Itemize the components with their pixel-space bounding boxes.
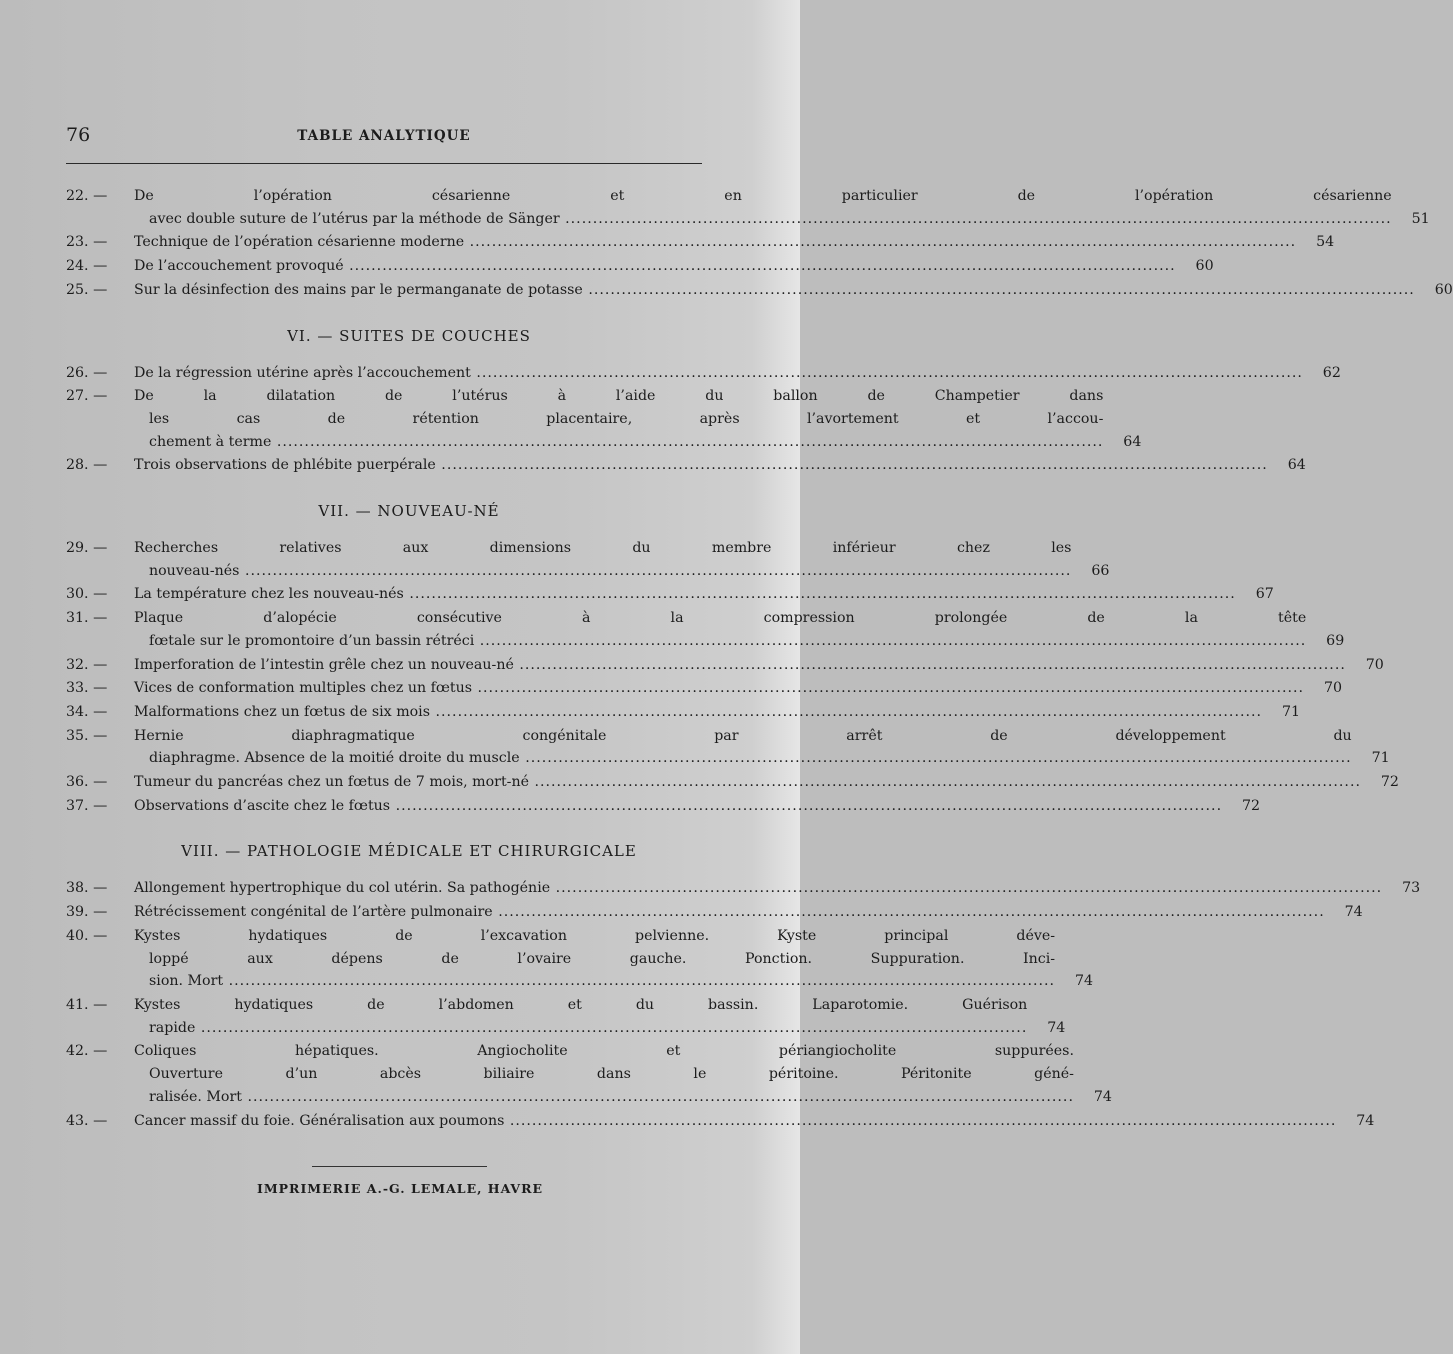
entry-text xyxy=(134,607,1344,652)
entry-number: 26. — xyxy=(66,364,108,381)
entry-line: Vices de conformation multiples chez un fœtus ..... xyxy=(134,677,1304,700)
entry-text xyxy=(134,385,1141,453)
entry-page-number: 73 xyxy=(1402,880,1421,897)
entry-line: Ouverture d’un abcès biliaire dans le péritoine. Péritonite géné- xyxy=(149,1066,1074,1083)
entry-line: rapide ..... xyxy=(134,1017,1027,1040)
section-title: VI. — SUITES DE COUCHES xyxy=(287,326,531,345)
entry-number: 34. — xyxy=(66,703,108,720)
page-header xyxy=(66,124,702,150)
entry-line: Recherches relatives aux dimensions du membre inférieur chez les xyxy=(134,540,1072,557)
toc-entry xyxy=(66,185,1430,230)
entry-line: Kystes hydatiques de l’abdomen et du bassin. Laparotomie. Guérison xyxy=(134,996,1028,1013)
bottom-rule xyxy=(312,1166,487,1167)
toc-entry xyxy=(66,1040,1112,1108)
entry-number: 38. — xyxy=(66,880,108,897)
entry-text xyxy=(134,771,1399,794)
entry-number: 43. — xyxy=(66,1112,108,1129)
entry-page-number: 66 xyxy=(1091,562,1110,579)
entry-text xyxy=(134,583,1274,606)
entry-number: 23. — xyxy=(66,234,108,251)
toc-entry xyxy=(66,1110,1375,1133)
entry-page-number: 51 xyxy=(1411,210,1430,227)
page-number: 76 xyxy=(66,124,91,146)
entry-line: Observations d’ascite chez le fœtus ..... xyxy=(134,795,1222,818)
entry-page-number: 70 xyxy=(1323,680,1342,697)
entry-page-number: 64 xyxy=(1123,433,1142,450)
toc-entry xyxy=(66,385,1142,453)
entry-text xyxy=(134,537,1109,582)
entry-text xyxy=(134,795,1260,818)
entry-line: sion. Mort ..... xyxy=(134,970,1055,993)
section-title: VIII. — PATHOLOGIE MÉDICALE ET CHIRURGICALE xyxy=(181,842,637,861)
entry-number: 42. — xyxy=(66,1043,108,1060)
entry-page-number: 74 xyxy=(1075,973,1094,990)
entry-text xyxy=(134,925,1093,993)
printer-imprint: IMPRIMERIE A.-G. LEMALE, HAVRE xyxy=(256,1181,544,1196)
toc-entry xyxy=(66,279,1453,302)
entry-number: 39. — xyxy=(66,904,108,921)
entry-page-number: 64 xyxy=(1287,457,1306,474)
entry-number: 29. — xyxy=(66,540,108,557)
entry-line: De la dilatation de l’utérus à l’aide du ballon de Champetier dans xyxy=(134,388,1104,405)
entry-line: Technique de l’opération césarienne moderne ..... xyxy=(134,231,1296,254)
entry-line: Malformations chez un fœtus de six mois ..... xyxy=(134,701,1262,724)
entry-line: La température chez les nouveau-nés ..... xyxy=(134,583,1236,606)
entry-number: 28. — xyxy=(66,457,108,474)
entry-page-number: 62 xyxy=(1322,364,1341,381)
entry-line: Kystes hydatiques de l’excavation pelvienne. Kyste principal déve- xyxy=(134,927,1056,944)
toc-entry xyxy=(66,795,1261,818)
toc-entry xyxy=(66,654,1384,677)
entry-page-number: 74 xyxy=(1047,1019,1066,1036)
entry-text xyxy=(134,362,1341,385)
entry-line: diaphragme. Absence de la moitié droite du muscle ..... xyxy=(134,747,1352,770)
entry-line: Coliques hépatiques. Angiocholite et périangiocholite suppurées. xyxy=(134,1043,1074,1060)
toc-entry xyxy=(66,771,1399,794)
entry-page-number: 74 xyxy=(1356,1112,1375,1129)
entry-line: ralisée. Mort ..... xyxy=(134,1086,1074,1109)
toc-entry xyxy=(66,925,1094,993)
entry-text xyxy=(134,877,1420,900)
toc-entry xyxy=(66,901,1363,924)
entry-line: De l’accouchement provoqué ..... xyxy=(134,255,1176,278)
entry-line: les cas de rétention placentaire, après l’avortement et l’accou- xyxy=(149,410,1104,427)
entry-line: nouveau-nés ..... xyxy=(134,560,1071,583)
entry-text xyxy=(134,1040,1112,1108)
entry-line: Allongement hypertrophique du col utérin. Sa pathogénie ..... xyxy=(134,877,1382,900)
entry-line: loppé aux dépens de l’ovaire gauche. Ponction. Suppuration. Inci- xyxy=(149,950,1056,967)
entry-page-number: 70 xyxy=(1365,656,1384,673)
entry-line: Trois observations de phlébite puerpérale ..... xyxy=(134,454,1268,477)
toc-entry xyxy=(66,607,1345,652)
entry-number: 25. — xyxy=(66,281,108,298)
entry-number: 35. — xyxy=(66,727,108,744)
section-title: VII. — NOUVEAU-NÉ xyxy=(318,502,500,521)
entry-number: 27. — xyxy=(66,388,108,405)
entry-text xyxy=(134,279,1453,302)
entry-page-number: 67 xyxy=(1255,586,1274,603)
entry-page-number: 72 xyxy=(1380,774,1399,791)
entry-number: 36. — xyxy=(66,774,108,791)
toc-entry xyxy=(66,537,1110,582)
entry-number: 32. — xyxy=(66,656,108,673)
toc-entry xyxy=(66,231,1335,254)
entry-text xyxy=(134,901,1363,924)
entry-number: 22. — xyxy=(66,188,108,204)
entry-number: 40. — xyxy=(66,927,108,944)
entry-line: Plaque d’alopécie consécutive à la compression prolongée de la tête xyxy=(134,610,1307,627)
entry-line: fœtale sur le promontoire d’un bassin rétréci ..... xyxy=(134,630,1306,653)
table-of-contents xyxy=(66,185,1453,1132)
entry-page-number: 60 xyxy=(1195,258,1214,275)
toc-entry xyxy=(66,362,1341,385)
entry-text xyxy=(134,654,1384,677)
entry-page-number: 54 xyxy=(1316,234,1335,251)
entry-line: chement à terme ..... xyxy=(134,431,1103,454)
toc-entry xyxy=(66,583,1274,606)
entry-number: 37. — xyxy=(66,797,108,814)
entry-text xyxy=(134,1110,1374,1133)
entry-text xyxy=(134,701,1300,724)
entry-text xyxy=(134,454,1306,477)
entry-line: De la régression utérine après l’accouchement ..... xyxy=(134,362,1303,385)
entry-line: Rétrécissement congénital de l’artère pulmonaire ..... xyxy=(134,901,1325,924)
entry-line: Imperforation de l’intestin grêle chez un nouveau-né ..... xyxy=(134,654,1346,677)
toc-entry xyxy=(66,255,1214,278)
entry-page-number: 72 xyxy=(1242,797,1261,814)
entry-page-number: 74 xyxy=(1344,904,1363,921)
entry-text xyxy=(134,725,1390,770)
toc-entry xyxy=(66,701,1300,724)
entry-line: Sur la désinfection des mains par le permanganate de potasse ..... xyxy=(134,279,1415,302)
entry-line: De l’opération césarienne et en particulier de l’opération césarienne xyxy=(134,188,1392,204)
entry-line: Tumeur du pancréas chez un fœtus de 7 mois, mort-né ..... xyxy=(134,771,1361,794)
entry-page-number: 71 xyxy=(1281,703,1300,720)
entry-text xyxy=(134,255,1214,278)
entry-page-number: 71 xyxy=(1371,750,1390,767)
toc-entry xyxy=(66,454,1306,477)
entry-page-number: 69 xyxy=(1326,632,1345,649)
entry-page-number: 74 xyxy=(1093,1088,1112,1105)
entry-number: 24. — xyxy=(66,258,108,275)
entry-line: Hernie diaphragmatique congénitale par arrêt de développement du xyxy=(134,727,1352,744)
entry-text xyxy=(134,185,1430,230)
entry-text xyxy=(134,231,1334,254)
toc-entry xyxy=(66,725,1390,770)
entry-number: 33. — xyxy=(66,680,108,697)
entry-number: 30. — xyxy=(66,586,108,603)
header-rule xyxy=(66,163,702,164)
toc-entry xyxy=(66,877,1421,900)
entry-number: 41. — xyxy=(66,996,108,1013)
entry-page-number: 60 xyxy=(1434,281,1453,298)
entry-number: 31. — xyxy=(66,610,108,627)
toc-entry xyxy=(66,677,1342,700)
entry-line: avec double suture de l’utérus par la méthode de Sänger ..... xyxy=(134,208,1392,231)
running-title: TABLE ANALYTIQUE xyxy=(297,128,471,144)
toc-entry xyxy=(66,994,1066,1039)
entry-text xyxy=(134,994,1065,1039)
entry-text xyxy=(134,677,1342,700)
entry-line: Cancer massif du foie. Généralisation aux poumons ..... xyxy=(134,1110,1336,1133)
